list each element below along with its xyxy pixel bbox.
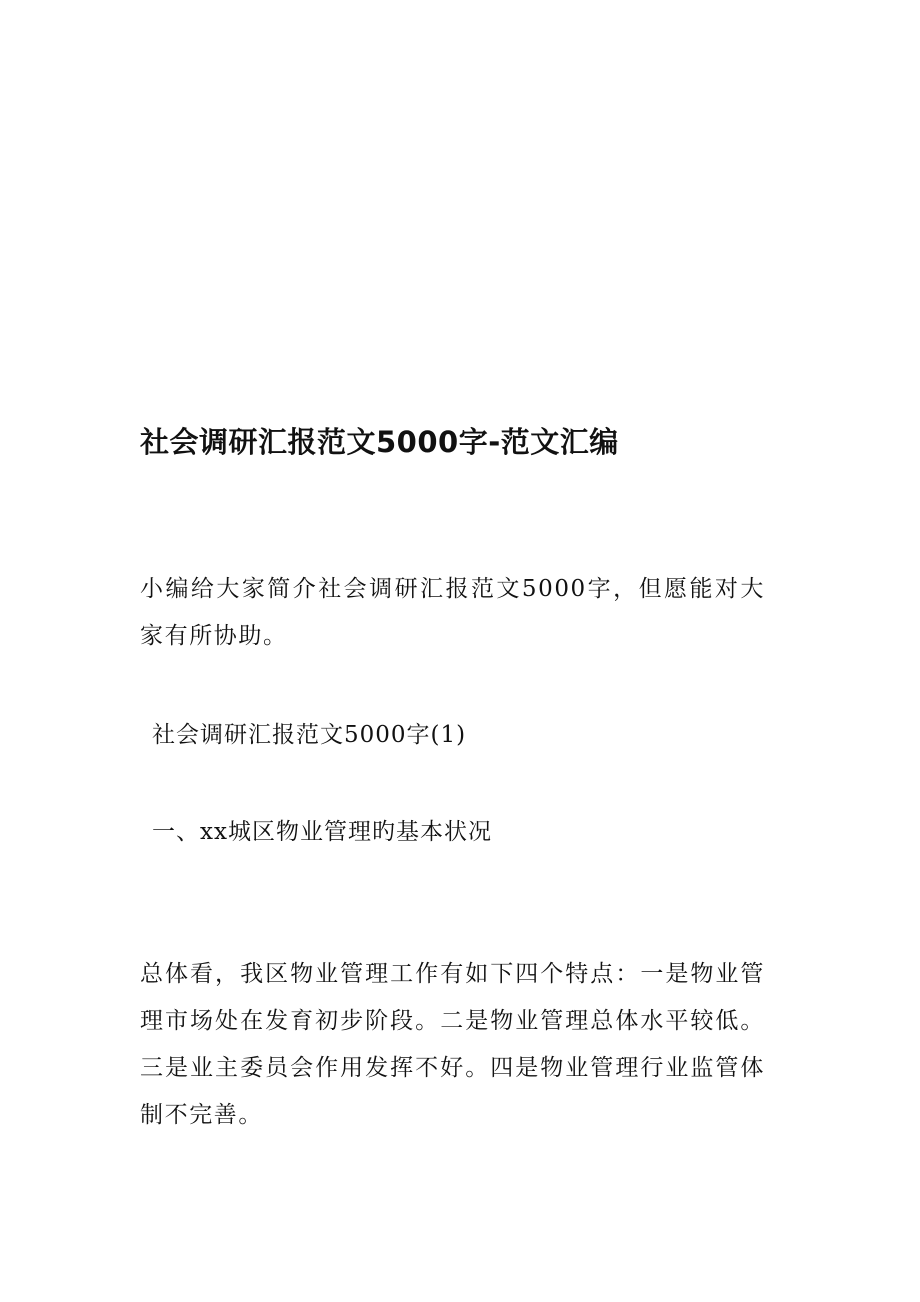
document-title: 社会调研汇报范文5000字-范文汇编 bbox=[140, 425, 619, 459]
subheading: 社会调研汇报范文5000字(1) bbox=[152, 722, 467, 748]
section-heading: 一、xx城区物业管理旳基本状况 bbox=[152, 819, 492, 845]
body-paragraph: 总体看，我区物业管理工作有如下四个特点：一是物业管理市场处在发育初步阶段。二是物业管理总体水平较低。三是业主委员会作用发挥不好。四是物业管理行业监管体制不完善。 bbox=[140, 961, 765, 1128]
intro-paragraph: 小编给大家简介社会调研汇报范文5000字，但愿能对大家有所协助。 bbox=[140, 576, 765, 649]
